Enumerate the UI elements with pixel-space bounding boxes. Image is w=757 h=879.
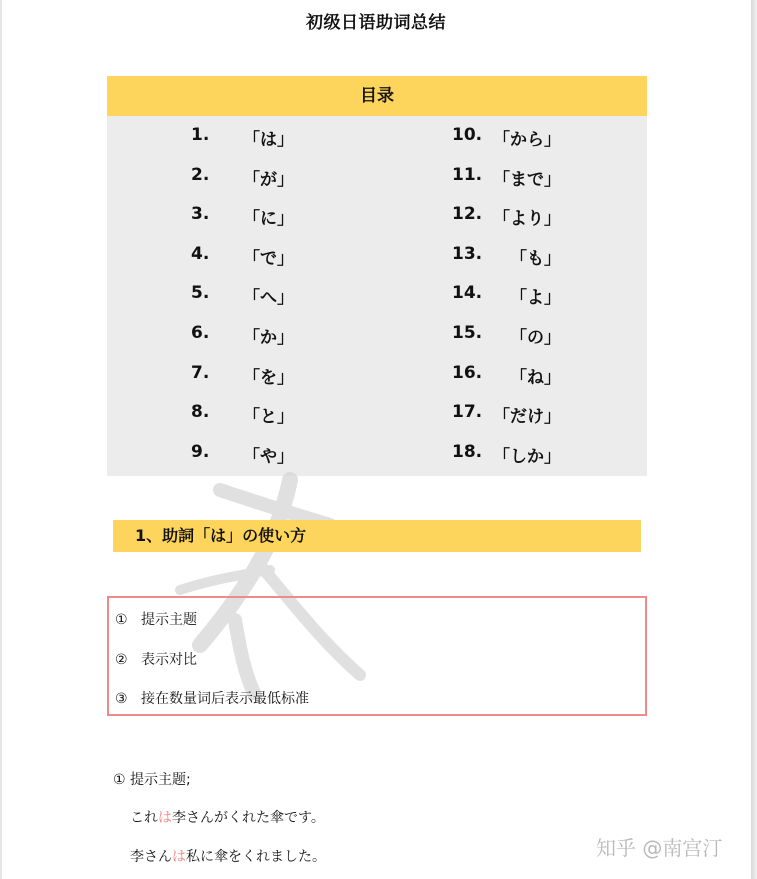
toc-entry[interactable] [377,354,647,394]
zhihu-watermark: 知乎 @南宫汀 [596,836,723,860]
toc-number: 16. [452,362,483,383]
toc-label: 「に」 [243,209,294,230]
toc-label: 「まで」 [493,169,561,190]
toc-entry[interactable] [107,393,377,433]
usage-marker: ① [115,612,128,628]
toc-label: 「しか」 [493,446,561,467]
toc-label: 「で」 [243,248,294,269]
toc-number: 8. [191,402,210,423]
toc-column-left [107,116,377,472]
toc-column-right [377,116,647,472]
toc-entry[interactable] [107,354,377,394]
particle-highlight: は [158,810,172,826]
particle-highlight: は [172,849,186,865]
example-text: 私に傘をくれました。 [186,849,326,865]
usage-text: 表示对比 [141,652,197,668]
toc-entry[interactable] [377,156,647,196]
document-title: 初级日语助词总结 [306,13,446,33]
subheading-marker: ① [113,772,126,788]
toc-entry[interactable] [107,314,377,354]
usage-marker: ③ [115,691,128,707]
toc-number: 15. [452,322,483,343]
subheading-text: 提示主题; [130,772,191,788]
toc-label: 「ね」 [510,367,561,388]
example-sentence [130,807,325,827]
toc-entry[interactable] [107,274,377,314]
toc-label: 「が」 [243,169,294,190]
toc-label: 「よ」 [510,288,561,309]
toc-label: 「から」 [493,130,561,150]
toc-entry[interactable] [107,116,377,156]
toc-label: 「より」 [493,209,561,230]
toc-number: 11. [452,164,483,185]
toc-entry[interactable] [107,156,377,196]
toc-number: 18. [452,441,483,462]
toc-number: 14. [452,283,483,304]
page-right-edge [751,0,757,879]
toc-number: 17. [452,402,483,423]
toc-number: 4. [191,243,210,264]
usage-text: 接在数量词后表示最低标准 [141,691,309,707]
example-sentence [130,846,326,866]
usage-item [115,609,197,629]
toc-entry[interactable] [377,433,647,473]
toc-label: 「を」 [243,367,294,388]
toc-number: 7. [191,362,210,383]
toc-entry[interactable] [377,314,647,354]
toc-number: 9. [191,441,210,462]
toc-entry[interactable] [377,274,647,314]
section-heading: 1、助詞「は」の使い方 [113,520,641,552]
toc-label: 「の」 [510,327,561,348]
page-left-edge [0,0,2,879]
toc-entry[interactable] [107,433,377,473]
usage-list-box [107,596,647,716]
table-of-contents [107,76,647,476]
toc-entry[interactable] [377,116,647,156]
toc-number: 2. [191,164,210,185]
toc-label: 「や」 [243,446,294,467]
usage-text: 提示主题 [141,612,197,628]
toc-entry[interactable] [377,393,647,433]
toc-label: 「は」 [243,130,294,150]
toc-entry[interactable] [377,235,647,275]
toc-number: 3. [191,204,210,225]
toc-number: 5. [191,283,210,304]
usage-item [115,688,309,708]
toc-label: 「も」 [510,248,561,269]
toc-entry[interactable] [107,235,377,275]
usage-item [115,649,197,669]
toc-number: 6. [191,322,210,343]
example-text: 李さん [130,849,172,865]
toc-header: 目录 [107,76,647,116]
toc-label: 「へ」 [243,288,294,309]
example-text: 李さんがくれた傘です。 [172,810,325,826]
usage-marker: ② [115,652,128,668]
toc-label: 「か」 [243,327,294,348]
body-subheading [113,769,191,789]
toc-label: 「と」 [243,407,294,428]
toc-number: 13. [452,243,483,264]
toc-entry[interactable] [107,195,377,235]
toc-number: 10. [452,125,483,145]
toc-entry[interactable] [377,195,647,235]
example-text: これ [130,810,158,826]
toc-number: 1. [191,125,210,145]
toc-label: 「だけ」 [493,407,561,428]
toc-number: 12. [452,204,483,225]
